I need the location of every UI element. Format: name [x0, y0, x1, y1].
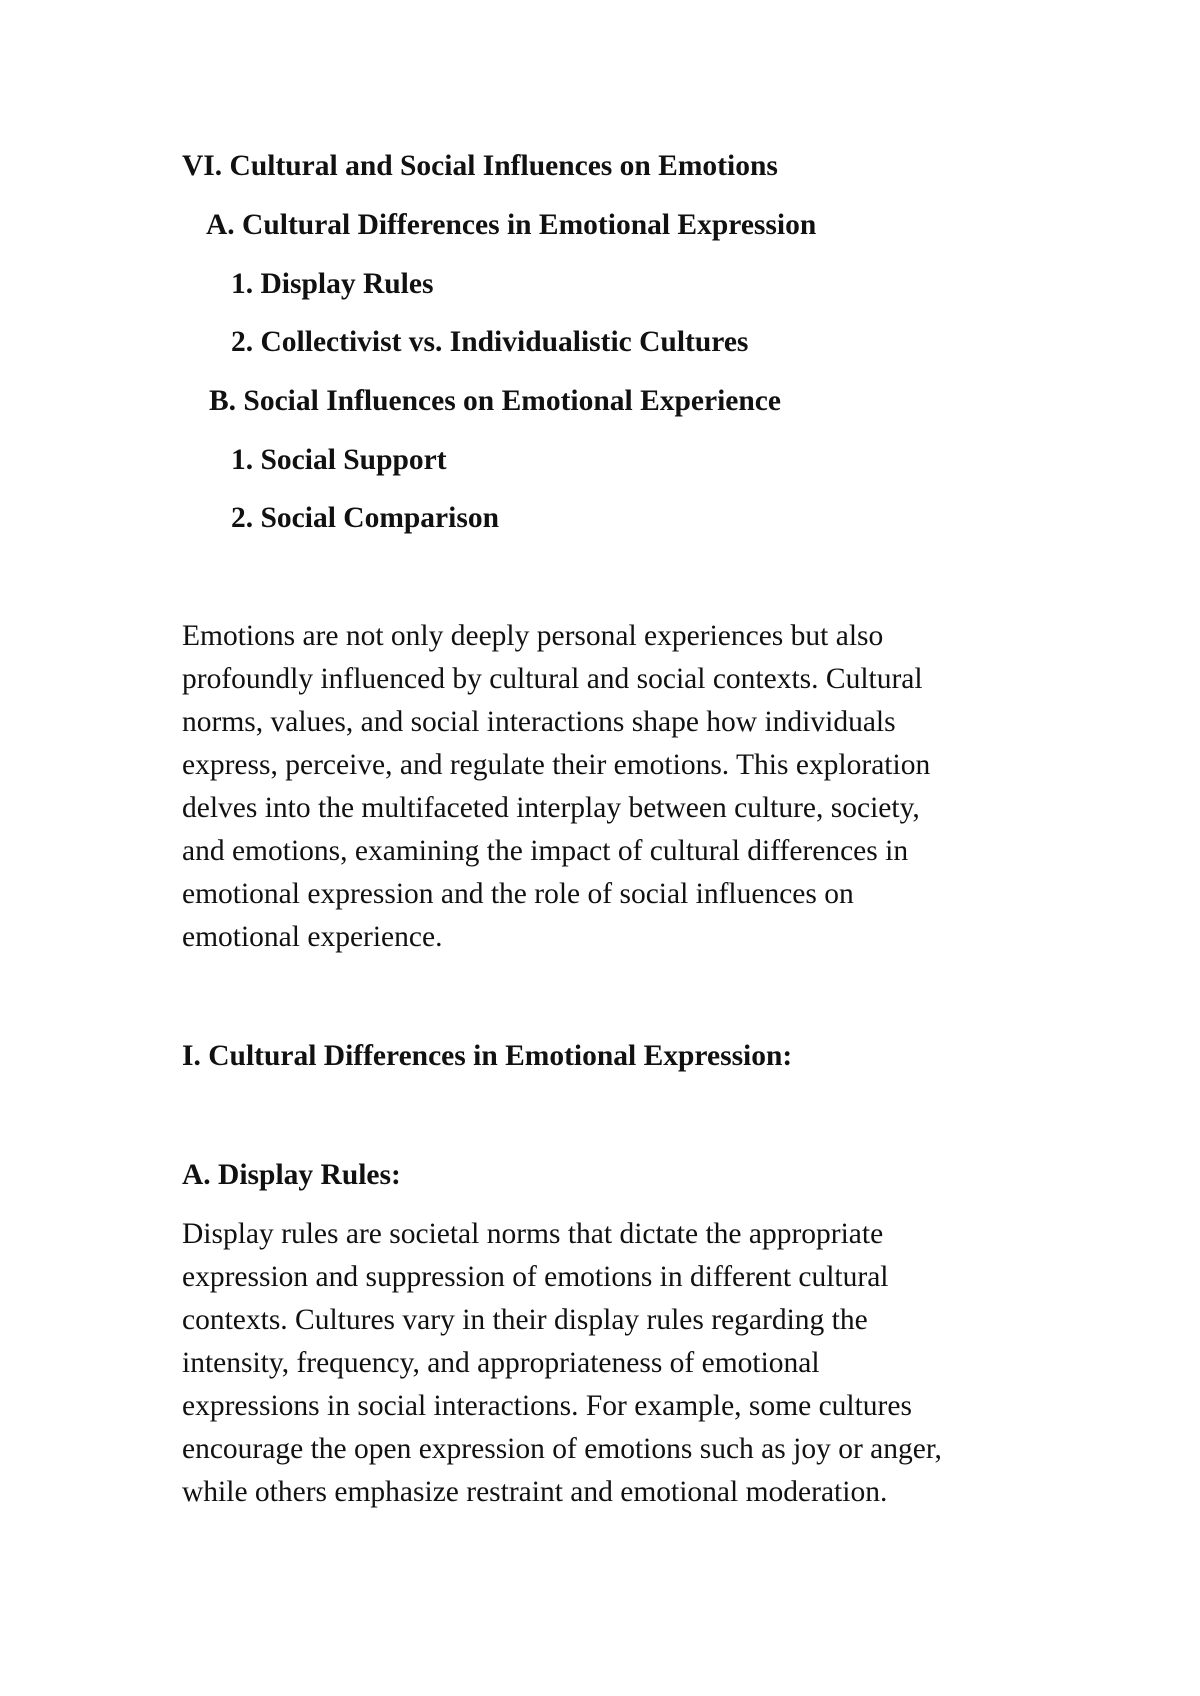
outline-title: VI. Cultural and Social Influences on Emotions [182, 150, 778, 182]
outline-item-a2: 2. Collectivist vs. Individualistic Cultures [231, 326, 749, 358]
outline-item-a1: 1. Display Rules [231, 268, 434, 300]
body-line: encourage the open expression of emotions such as joy or anger, [182, 1433, 942, 1465]
body-line: contexts. Cultures vary in their display rules regarding the [182, 1304, 868, 1336]
body-line: expressions in social interactions. For example, some cultures [182, 1390, 912, 1422]
outline-item-b2: 2. Social Comparison [231, 502, 499, 534]
intro-line: emotional experience. [182, 921, 443, 953]
outline-section-b: B. Social Influences on Emotional Experience [209, 385, 781, 417]
intro-line: and emotions, examining the impact of cultural differences in [182, 835, 909, 867]
intro-line: delves into the multifaceted interplay between culture, society, [182, 792, 920, 824]
outline-section-a: A. Cultural Differences in Emotional Expression [206, 209, 817, 241]
intro-line: emotional expression and the role of social influences on [182, 878, 854, 910]
intro-line: express, perceive, and regulate their emotions. This exploration [182, 749, 931, 781]
intro-line: norms, values, and social interactions shape how individuals [182, 706, 896, 738]
section-subheading: A. Display Rules: [182, 1159, 401, 1191]
intro-line: profoundly influenced by cultural and social contexts. Cultural [182, 663, 923, 695]
section-heading: I. Cultural Differences in Emotional Expression: [182, 1040, 793, 1072]
body-line: intensity, frequency, and appropriateness of emotional [182, 1347, 820, 1379]
body-line: expression and suppression of emotions in different cultural [182, 1261, 889, 1293]
outline-item-b1: 1. Social Support [231, 444, 447, 476]
body-line: Display rules are societal norms that dictate the appropriate [182, 1218, 884, 1250]
body-line: while others emphasize restraint and emotional moderation. [182, 1476, 888, 1508]
intro-line: Emotions are not only deeply personal experiences but also [182, 620, 884, 652]
